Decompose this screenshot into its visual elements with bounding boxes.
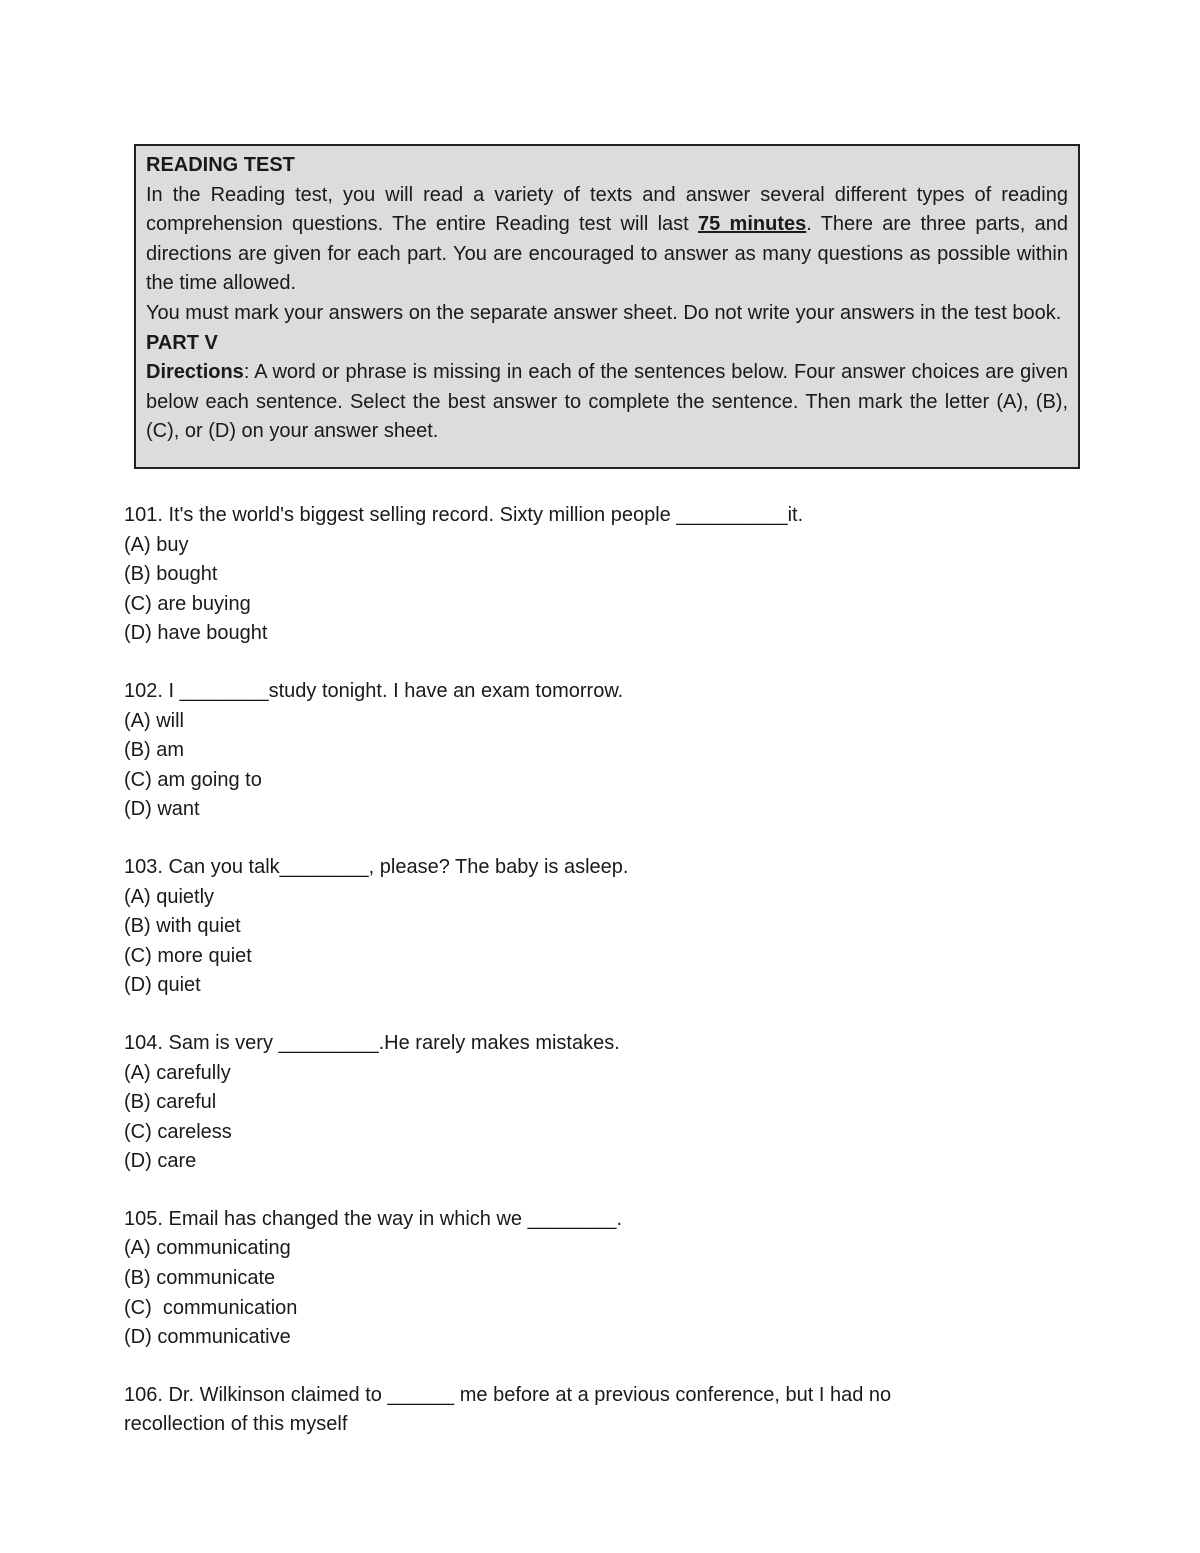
answer-option: (B) careful: [124, 1091, 217, 1114]
question-stem: 104. Sam is very _________.He rarely makes mistakes.: [124, 1031, 620, 1054]
answer-option: (D) care: [124, 1150, 197, 1173]
answer-option: (D) want: [124, 798, 200, 821]
answer-option: (B) communicate: [124, 1267, 276, 1290]
answer-option: (C) more quiet: [124, 944, 252, 967]
time-limit: 75 minutes: [698, 213, 807, 236]
answer-option: (D) have bought: [124, 622, 268, 645]
answer-option: (D) communicative: [124, 1326, 291, 1349]
question-item: [124, 501, 1084, 649]
answer-option: (A) carefully: [124, 1061, 231, 1084]
question-stem: 103. Can you talk________, please? The baby is asleep.: [124, 855, 629, 878]
question-item: [124, 1205, 1084, 1353]
answer-option: (D) quiet: [124, 974, 201, 997]
question-item: [124, 1029, 1084, 1177]
question-stem: 106. Dr. Wilkinson claimed to ______ me before at a previous conference, but I had no recollection of this myself: [124, 1383, 897, 1436]
answer-option: (C) communication: [124, 1296, 298, 1319]
intro-paragraph: [146, 181, 1068, 299]
intro-text-start: In the Reading test, you will read a variety of texts and answer several different types of reading comprehension questions. The entire Reading test will last: [146, 183, 1068, 236]
directions-label: Directions: [146, 361, 244, 384]
directions-paragraph: [146, 358, 1068, 447]
question-stem: 102. I ________study tonight. I have an exam tomorrow.: [124, 679, 624, 702]
part-title: PART V: [146, 331, 218, 354]
question-stem: 105. Email has changed the way in which we ________.: [124, 1207, 623, 1230]
intro-text-end: . There are three parts, and directions are given for each part. You are encouraged to answer as many questions as possible within the time allowed.: [146, 213, 1069, 295]
instructions-box: [134, 144, 1080, 469]
answer-option: (B) with quiet: [124, 915, 241, 938]
question-stem: 101. It's the world's biggest selling record. Sixty million people __________it.: [124, 504, 804, 526]
answer-option: (C) am going to: [124, 768, 262, 791]
answer-sheet-note: You must mark your answers on the separate answer sheet. Do not write your answers in the test book.: [146, 301, 1062, 324]
answer-option: (C) are buying: [124, 592, 251, 615]
question-item: [124, 1381, 1084, 1440]
question-item: [124, 677, 1084, 825]
answer-option: (A) communicating: [124, 1237, 291, 1260]
question-list: [124, 501, 1084, 1468]
answer-option: (A) buy: [124, 533, 189, 556]
directions-text: : A word or phrase is missing in each of the sentences below. Four answer choices are given below each sentence. Select the best answer to complete the sentence. Then mark the letter (A), (B), (C), or (D) on your answer sheet.: [146, 361, 1068, 443]
answer-option: (B) am: [124, 739, 184, 762]
question-item: [124, 853, 1084, 1001]
reading-test-title: READING TEST: [146, 154, 295, 176]
answer-option: (A) will: [124, 709, 184, 732]
answer-option: (B) bought: [124, 563, 218, 586]
answer-option: (C) careless: [124, 1120, 232, 1143]
answer-option: (A) quietly: [124, 885, 215, 908]
